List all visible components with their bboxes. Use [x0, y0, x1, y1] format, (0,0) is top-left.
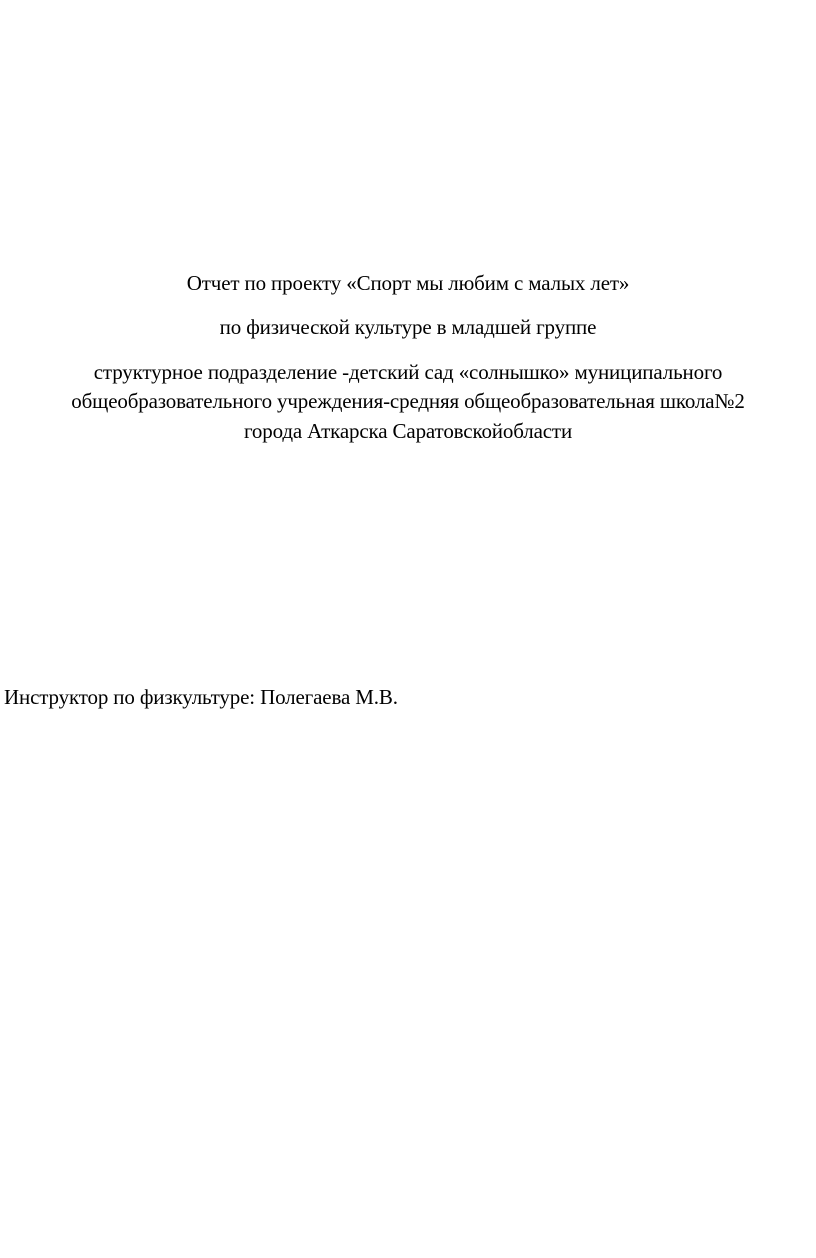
- instructor-line: Инструктор по физкультуре: Полегаева М.В.: [4, 685, 398, 709]
- report-title: Отчет по проекту «Спорт мы любим с малых лет»: [186, 271, 630, 295]
- organization-line-1: структурное подразделение -детский сад «солнышко» муниципального: [93, 360, 723, 384]
- organization-line-3: города Аткарска Саратовскойобласти: [243, 419, 573, 443]
- report-subtitle: по физической культуре в младшей группе: [219, 315, 597, 339]
- organization-line-2: общеобразовательного учреждения-средняя общеобразовательная школа№2: [71, 389, 745, 413]
